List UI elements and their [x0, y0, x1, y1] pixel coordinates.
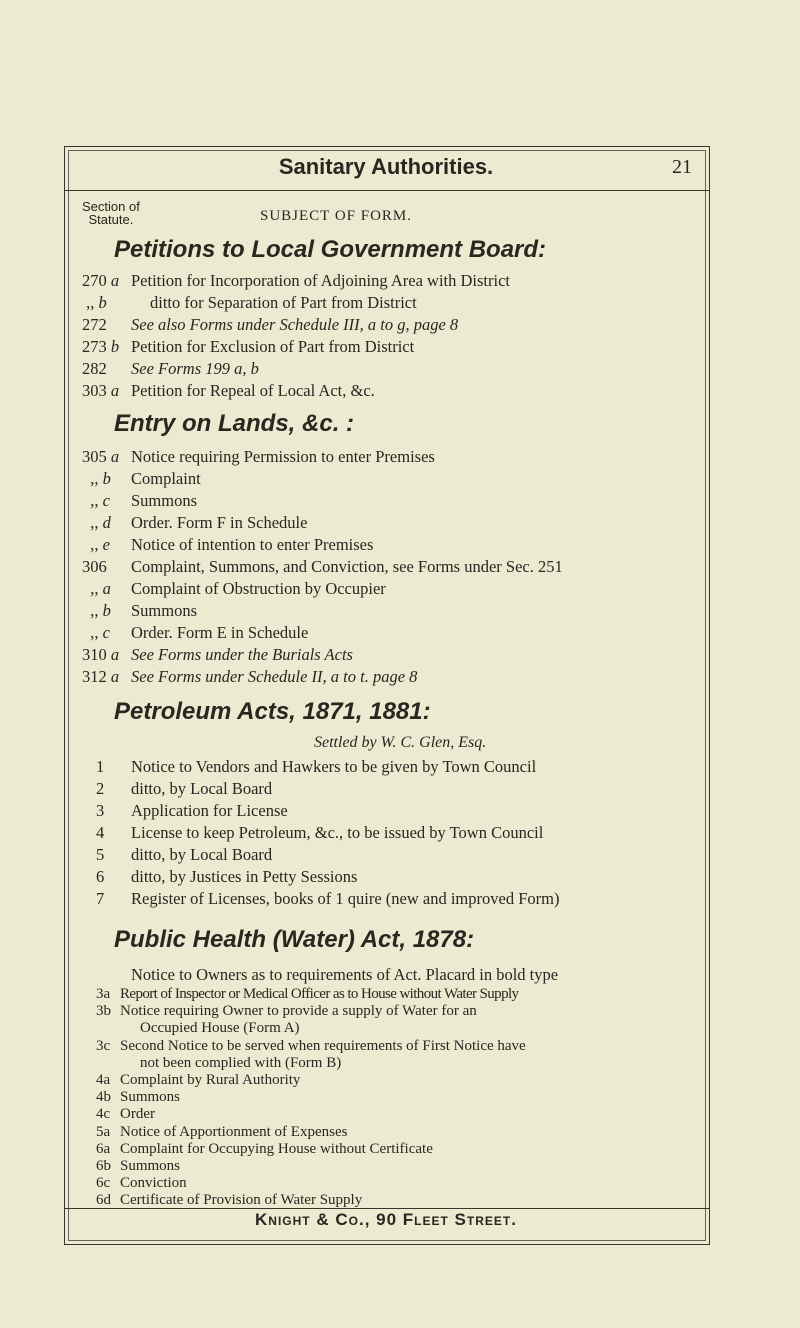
list-item: 282 See Forms 199 a, b [82, 359, 259, 378]
list-item [82, 1020, 702, 1037]
list-item: ,, d Order. Form F in Schedule [90, 513, 308, 532]
column-headers [82, 200, 702, 234]
subject-text: Report of Inspector or Medical Officer as to House without Water Supply [120, 986, 519, 1002]
list-item: ,, c Summons [90, 491, 198, 510]
list-item: 272 See also Forms under Schedule III, a to g, page 8 [82, 315, 459, 334]
subject-text: Notice requiring Owner to provide a supply of Water for an [120, 1003, 477, 1020]
subject-text: Order [120, 1106, 155, 1123]
list-item: 2 ditto, by Local Board [96, 779, 273, 798]
section-intro: Notice to Owners as to requirements of Act. Placard in bold type [131, 965, 559, 984]
section-number: 3a [96, 986, 111, 1002]
list-item: 4 License to keep Petroleum, &c., to be issued by Town Council [96, 823, 544, 842]
list-item: ,, b Summons [90, 601, 198, 620]
list-item: ,, c Order. Form E in Schedule [90, 623, 309, 642]
list-item [82, 1106, 702, 1123]
column-header-section-line1: Section of [82, 199, 140, 214]
list-item: 310 a See Forms under the Burials Acts [82, 645, 353, 664]
list-item [82, 1055, 702, 1072]
section-title-public-health-water: Public Health (Water) Act, 1878: [114, 926, 475, 953]
list-item: 1 Notice to Vendors and Hawkers to be given by Town Council [96, 757, 537, 776]
list-item: 306 Complaint, Summons, and Conviction, see Forms under Sec. 251 [82, 557, 563, 576]
section-title-petitions: Petitions to Local Government Board: [114, 236, 547, 263]
list-item: 303 a Petition for Repeal of Local Act, &c. [82, 381, 375, 400]
subject-text: Certificate of Provision of Water Supply [120, 1192, 363, 1209]
list-item [82, 1124, 702, 1141]
list-item [82, 1089, 702, 1106]
list-item: ,, b ditto for Separation of Part from District [86, 293, 417, 312]
section-number: 4b [96, 1089, 111, 1106]
section-number: 6c [96, 1175, 111, 1192]
list-item [82, 1158, 702, 1175]
subject-text: Summons [120, 1089, 181, 1106]
section-number: 5a [96, 1123, 111, 1140]
column-header-section [82, 200, 140, 226]
section-title-petroleum-acts: Petroleum Acts, 1871, 1881: [114, 698, 431, 725]
list-item: 7 Register of Licenses, books of 1 quire (new and improved Form) [96, 889, 560, 908]
section-number: 4a [96, 1072, 111, 1088]
page-number: 21 [672, 156, 692, 178]
list-item: 5 ditto, by Local Board [96, 845, 273, 864]
subject-text: Occupied House (Form A) [140, 1020, 300, 1037]
section-number: 4c [96, 1106, 111, 1123]
list-item: 312 a See Forms under Schedule II, a to t. page 8 [82, 667, 418, 686]
list-item [82, 1038, 702, 1055]
list-item [82, 1072, 702, 1089]
running-title: Sanitary Authorities. [278, 154, 494, 179]
subject-text: Summons [120, 1158, 181, 1174]
list-item: ,, e Notice of intention to enter Premises [90, 535, 374, 554]
printer-imprint: Knight & Co., 90 Fleet Street. [255, 1210, 517, 1229]
list-item: ,, a Complaint of Obstruction by Occupier [90, 579, 386, 598]
section-number: 6a [96, 1140, 111, 1157]
subject-text: Conviction [120, 1175, 187, 1192]
list-item [82, 986, 702, 1003]
section-number: 3c [96, 1037, 111, 1054]
subject-text: Complaint for Occupying House without Certificate [120, 1140, 433, 1157]
list-item [82, 1141, 702, 1158]
section-credit: Settled by W. C. Glen, Esq. [314, 734, 487, 751]
column-header-section-line2: Statute. [88, 212, 134, 227]
list-item: 305 a Notice requiring Permission to enter Premises [82, 447, 435, 466]
list-item: 273 b Petition for Exclusion of Part from District [82, 337, 415, 356]
list-item [82, 1192, 702, 1209]
subject-text: Complaint by Rural Authority [120, 1072, 301, 1088]
subject-text: Second Notice to be served when requirements of First Notice have [120, 1037, 526, 1054]
subject-text: Notice of Apportionment of Expenses [120, 1123, 348, 1140]
section-number: 6b [96, 1158, 111, 1174]
list-item: 3 Application for License [96, 801, 288, 820]
list-item: 6 ditto, by Justices in Petty Sessions [96, 867, 358, 886]
running-head [64, 148, 708, 192]
section-number: 6d [96, 1192, 111, 1209]
list-item: 270 a Petition for Incorporation of Adjoining Area with District [82, 271, 510, 290]
column-header-subject: SUBJECT OF FORM. [260, 208, 413, 224]
list-item [82, 1175, 702, 1192]
list-item [82, 1003, 702, 1020]
list-item: ,, b Complaint [90, 469, 201, 488]
section-number: 3b [96, 1003, 111, 1020]
header-rule [64, 190, 710, 191]
section-title-entry-on-lands: Entry on Lands, &c. : [114, 410, 355, 437]
subject-text: not been complied with (Form B) [140, 1054, 342, 1071]
